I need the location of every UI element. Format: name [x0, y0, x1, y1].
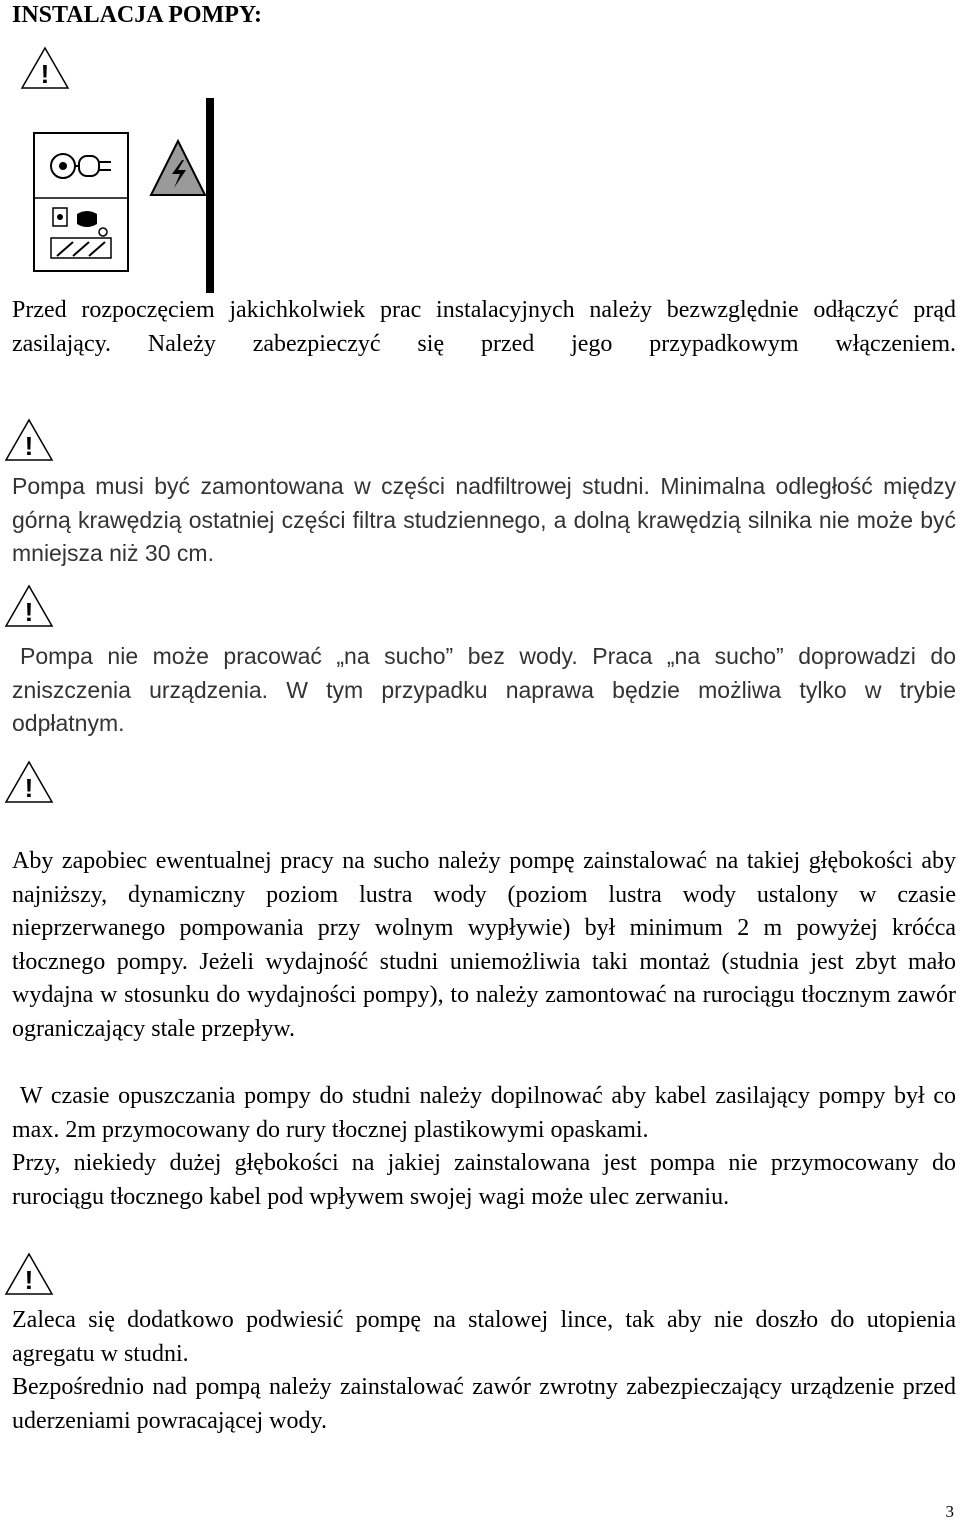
warning-triangle-icon: [20, 46, 70, 90]
paragraph-mounting-position: Pompa musi być zamontowana w części nadfiltrowej studni. Minimalna odległość między górną krawędzią ostatniej części filtra studziennego, a dolną krawędzią silnika nie może być mniejsza niż 30 cm.: [12, 473, 956, 566]
paragraph-steel-rope: Zaleca się dodatkowo podwiesić pompę na stalowej lince, tak aby nie doszło do utopienia agregatu w studni.: [12, 1307, 956, 1367]
svg-text:!: !: [24, 1265, 34, 1295]
paragraph-water-level: Aby zapobiec ewentualnej pracy na sucho należy pompę zainstalować na takiej głębokości aby najniższy, dynamiczny poziom lustra wody (poziom lustra wody ustalony w czasie nieprzerwanego pompowania przy wolnym wypływie) był minimum 2 m powyżej króćca tłocznego pompy. Jeżeli wydajność studni uniemożliwia taki montaż (studnia jest zbyt mało wydajna w stosunku do wydajności pompy), to należy zamontować na rurociągu tłocznym zawór ograniczający stale przepływ.: [12, 848, 956, 1042]
svg-text:!: !: [24, 431, 34, 461]
paragraph-dry-run: Pompa nie może pracować „na sucho” bez wody. Praca „na sucho” doprowadzi do zniszczenia urządzenia. W tym przypadku naprawa będzie możliwa tylko w trybie odpłatnym.: [12, 643, 956, 736]
electric-hazard-icon: [148, 138, 208, 198]
svg-text:!: !: [24, 773, 34, 803]
vertical-divider: [206, 98, 214, 293]
paragraph-cable-weight: Przy, niekiedy dużej głębokości na jakiej zainstalowana jest pompa nie przymocowany do rurociągu tłocznego kabel pod wpływem swojej wagi może ulec zerwaniu.: [12, 1150, 956, 1210]
svg-text:!: !: [24, 597, 34, 627]
warning-triangle-icon: [4, 418, 54, 462]
unplug-power-icon: [33, 132, 129, 272]
page-number: 3: [945, 1502, 954, 1521]
paragraph-check-valve: Bezpośrednio nad pompą należy zainstalować zawór zwrotny zabezpieczający urządzenie przed uderzeniami powracającej wody.: [12, 1374, 956, 1434]
warning-triangle-icon: [4, 1252, 54, 1296]
svg-text:!: !: [40, 59, 50, 89]
warning-triangle-icon: [4, 760, 54, 804]
paragraph-disconnect-power: Przed rozpoczęciem jakichkolwiek prac instalacyjnych należy bezwzględnie odłączyć prąd zasilający. Należy zabezpieczyć się przed jego przypadkowym włączeniem.: [12, 297, 956, 357]
page-heading: INSTALACJA POMPY:: [12, 2, 263, 28]
paragraph-cable-mounting: W czasie opuszczania pompy do studni należy dopilnować aby kabel zasilający pompy był co max. 2m przymocowany do rury tłocznej plastikowymi opaskami.: [12, 1083, 956, 1143]
warning-triangle-icon: [4, 584, 54, 628]
